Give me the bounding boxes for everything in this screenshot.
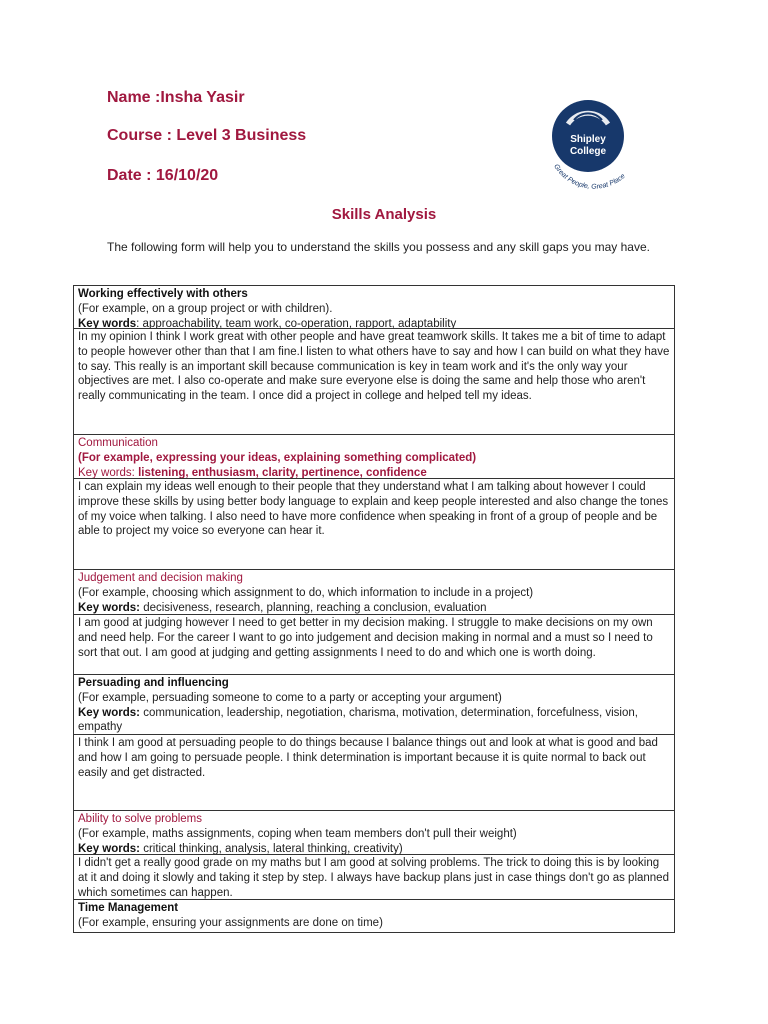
skill-example: (For example, on a group project or with children). [78,302,333,315]
keywords-label: Key words [78,317,137,329]
skill-prompt-cell [74,435,674,479]
date-line: Date : 16/10/20 [107,167,219,184]
logo-line-2: College [569,146,607,157]
skill-answer-cell: I can explain my ideas well enough to their people that they understand what I am talking about however I could improve these skills by using better body language to explain and keep people interested and also change the tones of my voice when talking. I also need to have more confidence when speaking in front of a group of people and be able to project my voice so everyone can hear it. [74,479,674,570]
skill-heading: Working effectively with others [78,288,248,300]
skill-answer-cell: I didn't get a really good grade on my maths but I am good at solving problems. The trick to doing this is by looking at it and doing it slowly and taking it step by step. I always have backup plans just in case things don't go as planned which sometimes can happen. [74,855,674,900]
course-line: Course : Level 3 Business [107,127,307,144]
skill-example: (For example, expressing your ideas, explaining something complicated) [78,451,477,464]
keywords-label: Key words: [78,706,140,719]
skill-answer-cell: I am good at judging however I need to get better in my decision making. I struggle to make decisions on my own and need help. For the career I want to go into judgement and decision making in normal and a must so I need to sort that out. I am good at judging and getting assignments I need to do and which one is worth doing. [74,615,674,675]
skill-heading: Communication [78,437,158,449]
skill-prompt-cell [74,811,674,855]
skill-example: (For example, choosing which assignment to do, which information to include in a project) [78,586,534,599]
skill-heading: Judgement and decision making [78,572,243,584]
shipley-college-logo [534,84,644,190]
keywords-text: communication, leadership, negotiation, charisma, motivation, determination, forcefulness, vision, empathy [78,706,638,734]
skill-example: (For example, maths assignments, coping when team members don't pull their weight) [78,827,517,840]
keywords-text: : approachability, team work, co-operation, rapport, adaptability [136,317,457,329]
logo-tagline: Great People, Great Place [552,163,627,190]
intro-text: The following form will help you to understand the skills you possess and any skill gaps you may have. [107,240,650,254]
skill-prompt-cell [74,675,674,735]
page-title: Skills Analysis [331,206,437,223]
skill-prompt-cell [74,286,674,329]
student-name: Name :Insha Yasir [107,89,245,106]
logo-line-1: Shipley [570,134,606,145]
keywords-label: Key words: [78,466,135,479]
skill-heading: Persuading and influencing [78,677,229,689]
skill-example: (For example, ensuring your assignments are done on time) [78,916,383,929]
skill-answer-cell: In my opinion I think I work great with other people and have great teamwork skills. It takes me a bit of time to adapt to people however other than that I am fine.I listen to what others have to say and how I can build on what they have to say. This really is an important skill because communication is key in team work and it's the only way your objectives are met. I also co-operate and make sure everyone else is doing the same and help those who aren't really communicating in the team. I once did a project in college and helped tell my ideas. [74,329,674,435]
skill-prompt-cell [74,570,674,615]
skill-heading: Ability to solve problems [78,813,202,825]
skill-answer-cell: I think I am good at persuading people to do things because I balance things out and look at what is good and bad and how I am going to persuade people. I think determination is important because it is quite normal to back out easily and get distracted. [74,735,674,811]
keywords-label: Key words: [78,842,140,855]
keywords-text: critical thinking, analysis, lateral thinking, creativity) [140,842,403,855]
skill-heading: Time Management [78,902,179,914]
skills-table [73,285,675,933]
keywords-label: Key words: [78,601,140,614]
skill-example: (For example, persuading someone to come to a party or accepting your argument) [78,691,502,704]
keywords-text: listening, enthusiasm, clarity, pertinence, confidence [134,466,427,479]
keywords-text: decisiveness, research, planning, reaching a conclusion, evaluation [140,601,487,614]
skill-prompt-cell [74,900,674,933]
